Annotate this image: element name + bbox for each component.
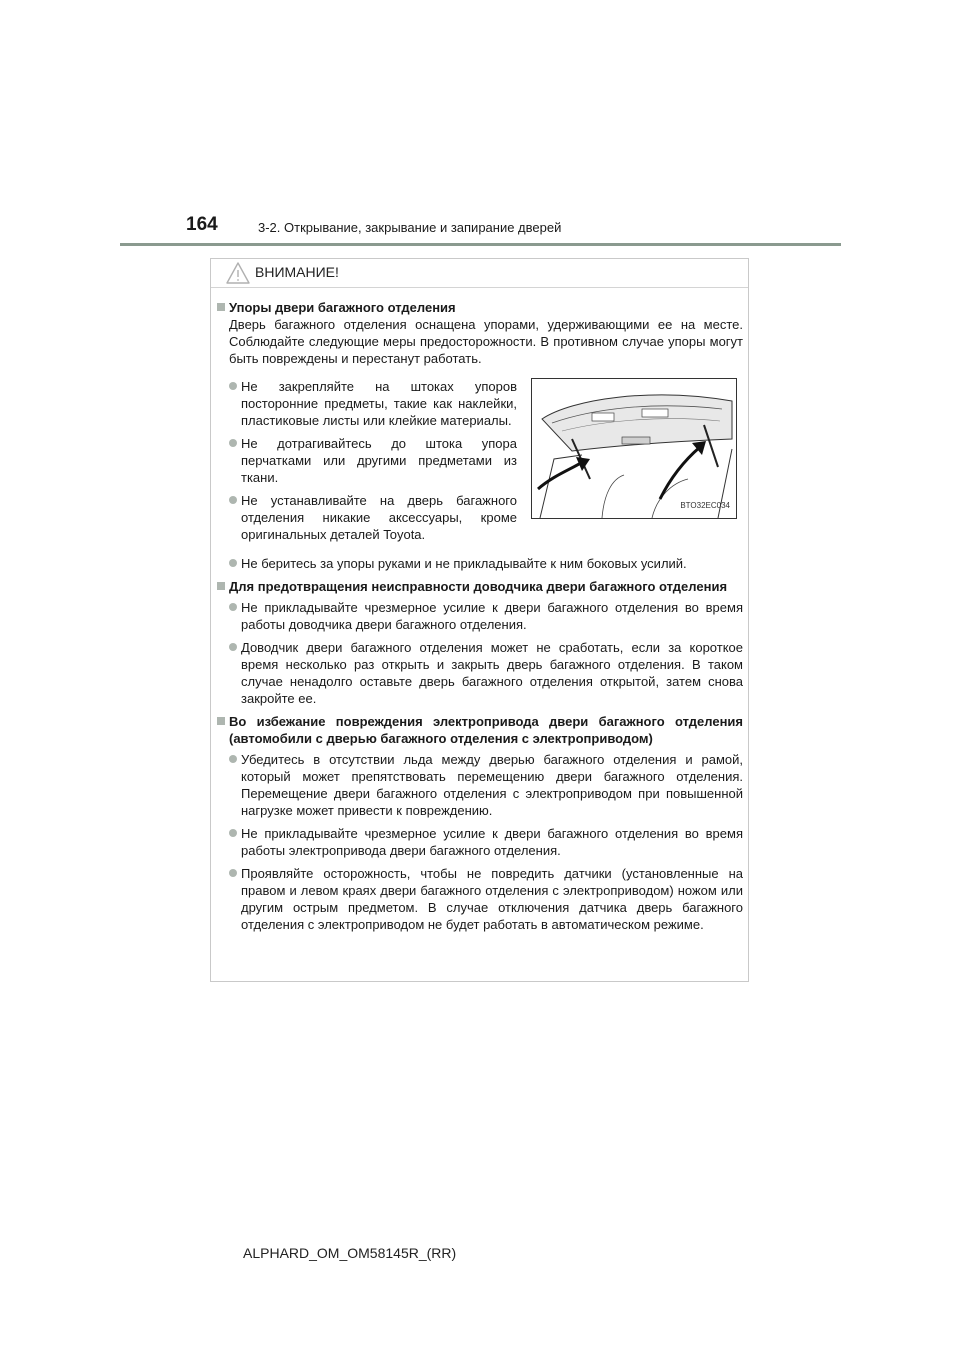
warning-title: ВНИМАНИЕ! xyxy=(255,264,339,280)
round-bullet-icon xyxy=(229,643,237,651)
warning-box xyxy=(210,258,749,982)
list-item xyxy=(217,599,743,633)
round-bullet-icon xyxy=(229,382,237,390)
figure-column xyxy=(531,378,737,543)
bullet-text: Не устанавливайте на дверь багажного отделения никакие аксессуары, кроме оригинальных деталей Toyota. xyxy=(241,493,517,542)
heading-text: Для предотвращения неисправности доводчика двери багажного отделения xyxy=(229,579,728,594)
round-bullet-icon xyxy=(229,496,237,504)
section-title: 3-2. Открывание, закрывание и запирание дверей xyxy=(258,220,562,235)
warning-header xyxy=(211,259,748,288)
round-bullet-icon xyxy=(229,755,237,763)
section-text: Дверь багажного отделения оснащена упорами, удерживающими ее на месте. Соблюдайте следующие меры предосторожности. В противном случае упоры могут быть повреждены и перестанут работать. xyxy=(229,317,743,366)
list-item xyxy=(217,751,743,819)
square-bullet-icon xyxy=(217,717,225,725)
page-number: 164 xyxy=(186,214,218,235)
bullet-text: Проявляйте осторожность, чтобы не повредить датчики (установленные на правом и левом краях двери багажного отделения с электроприводом) ножом или другим острым предметом. В случае отключения датчика дверь багажного отделения с электроприводом не будет работать в автоматическом режиме. xyxy=(241,866,743,932)
section-heading xyxy=(217,713,743,747)
bullet-text: Не беритесь за упоры руками и не прикладывайте к ним боковых усилий. xyxy=(241,556,687,571)
round-bullet-icon xyxy=(229,869,237,877)
list-item xyxy=(217,639,743,707)
round-bullet-icon xyxy=(229,439,237,447)
round-bullet-icon xyxy=(229,559,237,567)
figure-code: BTO32EC034 xyxy=(680,501,730,510)
section-heading xyxy=(217,299,743,316)
bullet-text: Убедитесь в отсутствии льда между дверью багажного отделения и рамой, который может препятствовать перемещению двери багажного отделения. Перемещение двери багажного отделения с электроприводом при повышенной нагрузке может привести к повреждению. xyxy=(241,752,743,818)
list-item xyxy=(217,435,517,486)
heading-text: Упоры двери багажного отделения xyxy=(229,300,456,315)
header-rule xyxy=(120,243,841,246)
heading-text: Во избежание повреждения электропривода двери багажного отделения (автомобили с дверью багажного отделения с электроприводом) xyxy=(229,714,743,746)
list-item xyxy=(217,555,743,572)
list-item xyxy=(217,492,517,543)
section-heading xyxy=(217,578,743,595)
list-item xyxy=(217,825,743,859)
round-bullet-icon xyxy=(229,603,237,611)
warning-triangle-icon xyxy=(226,262,250,284)
round-bullet-icon xyxy=(229,829,237,837)
tailgate-strut-figure xyxy=(531,378,737,519)
bullets-with-figure xyxy=(217,378,743,543)
bullet-text: Не закрепляйте на штоках упоров посторонние предметы, такие как наклейки, пластиковые листы или клейкие материалы. xyxy=(241,379,517,428)
square-bullet-icon xyxy=(217,303,225,311)
bullets-left-column xyxy=(217,378,517,543)
bullet-text: Не прикладывайте чрезмерное усилие к двери багажного отделения во время работы доводчика двери багажного отделения. xyxy=(241,600,743,632)
footer-doc-code: ALPHARD_OM_OM58145R_(RR) xyxy=(243,1245,457,1261)
bullet-text: Доводчик двери багажного отделения может не сработать, если за короткое время несколько раз открыть и закрыть дверь багажного отделения. В таком случае ненадолго оставьте дверь багажного отделения открытой, затем снова закройте ее. xyxy=(241,640,743,706)
list-item xyxy=(217,865,743,933)
warning-body xyxy=(217,299,743,933)
list-item xyxy=(217,378,517,429)
square-bullet-icon xyxy=(217,582,225,590)
bullet-text: Не прикладывайте чрезмерное усилие к двери багажного отделения во время работы электропривода двери багажного отделения. xyxy=(241,826,743,858)
bullet-text: Не дотрагивайтесь до штока упора перчатками или другими предметами из ткани. xyxy=(241,436,517,485)
